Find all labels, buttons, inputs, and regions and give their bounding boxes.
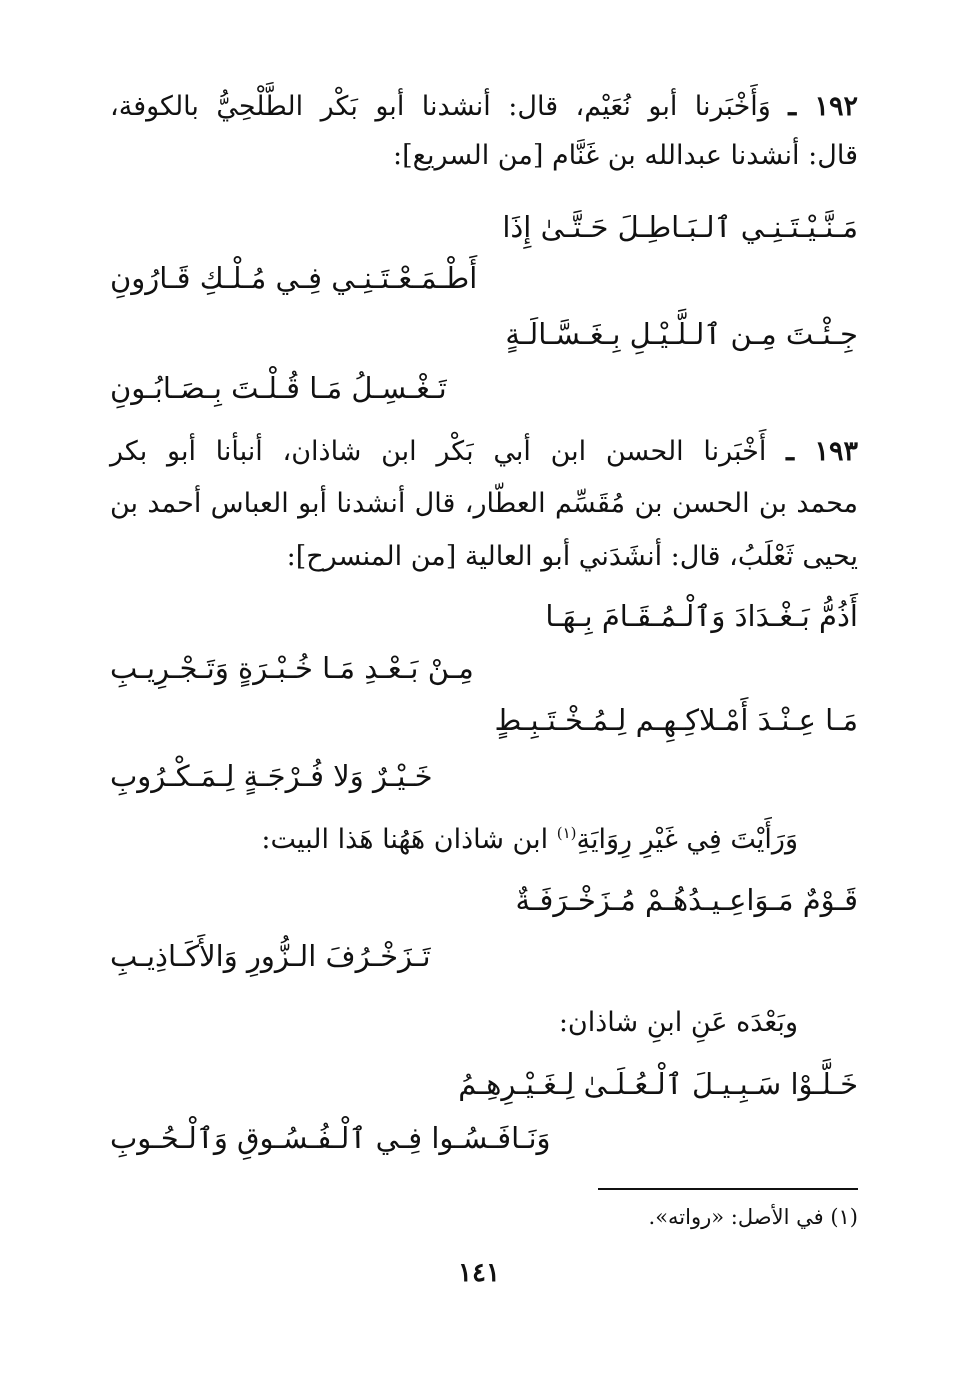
page-number: ١٤١ <box>458 1258 500 1288</box>
footnote <box>649 1200 858 1234</box>
after-intro: وبَعْدَه عَنِ ابنِ شاذان: <box>558 1007 798 1038</box>
after-verse-1: خَـلَّـوْا سَـبِـيـلَ ٱلْـعُـلَـىٰ لِـغَـيْـرِهِـمُ <box>458 1067 858 1101</box>
entry-193-verse-3: مَـا عِـنْـدَ أَمْـلاكِـهِـم لِـمُـخْـتَـبِـطٍ <box>494 703 858 737</box>
variant-verse-1: قَـوْمٌ مَـوَاعِـيـدُهُـمْ مُـزَخْـرَفَـةٌ <box>515 883 858 917</box>
entry-193-line-2: محمد بن الحسن بن مُقَسِّم العطّار، قال أنشدنا أبو العباس أحمد بن <box>110 488 858 519</box>
entry-193-number: ١٩٣ ـ <box>786 436 859 467</box>
entry-192-verse-3: جِـئْـتَ مِـن ٱلـلَّـيْـلِ بِـغَـسَّـالَـةٍ <box>505 317 858 351</box>
footnote-reference[interactable]: (١) <box>556 824 577 842</box>
entry-193-verse-1: أَذُمُّ بَـغْـدَادَ وَٱلْـمُـقَـامَ بِـهَـا <box>545 599 858 633</box>
entry-192-verse-1: مَـنَّـيْـتَـنِـي ٱلـبَـاطِـلَ حَـتَّـىٰ إِذَا <box>502 210 858 244</box>
entry-192-verse-4: تَـغْـسِـلُ مَـا قُـلْـتَ بِـصَـابُـونِ <box>110 371 447 405</box>
after-verse-2: وَنَـافَـسُـوا فِـي ٱلْـفُـسُـوقِ وَٱلْـحُـوبِ <box>110 1121 551 1155</box>
variant-intro-a: وَرَأَيْتَ فِي غَيْرِ رِوَايَةِ <box>576 824 798 855</box>
entry-193-line-3: يحيى ثَعْلَبُ، قال: أنشَدَني أبو العالية [من المنسرح]: <box>286 541 858 572</box>
footnote-marker: (١) <box>830 1205 858 1229</box>
entry-192-verse-2: أَطْـمَـعْـتَـنِـي فِـي مُـلْـكِ قَـارُونِ <box>110 261 478 295</box>
footnote-text: في الأصل: «رواته». <box>648 1205 824 1229</box>
entry-193-verse-4: خَـيْـرٌ وَلا فُـرْجَـةٍ لِـمَـكْـرُوبِ <box>110 759 433 793</box>
entry-192-number: ١٩٢ ـ <box>788 91 858 122</box>
entry-193-verse-2: مِـنْ بَـعْـدِ مَـا خُـبْـرَةٍ وَتَـجْـرِيـبِ <box>110 651 474 685</box>
footnote-divider <box>598 1188 858 1190</box>
entry-192-text-1: وَأَخْبَرنا أبو نُعَيْم، قال: أنشدنا أبو بَكْر الطَّلْحِيُّ بالكوفة، <box>110 91 771 122</box>
entry-192-line-2: قال: أنشدنا عبدالله بن غَنَّام [من السريع]: <box>393 140 858 171</box>
variant-intro-b: ابن شاذان هَهُنا هَذا البيت: <box>261 824 549 855</box>
entry-193-line-1 <box>110 432 858 472</box>
entry-192-line-1 <box>110 87 858 127</box>
variant-intro <box>261 820 798 860</box>
entry-193-text-1: أَخْبَرنا الحسن ابن أبي بَكْر ابن شاذان، أنبأنا أبو بكر <box>110 436 767 467</box>
variant-verse-2: تَـزَخْـرُفَ الـزُّورِ وَالأَكَـاذِيـبِ <box>110 939 431 973</box>
